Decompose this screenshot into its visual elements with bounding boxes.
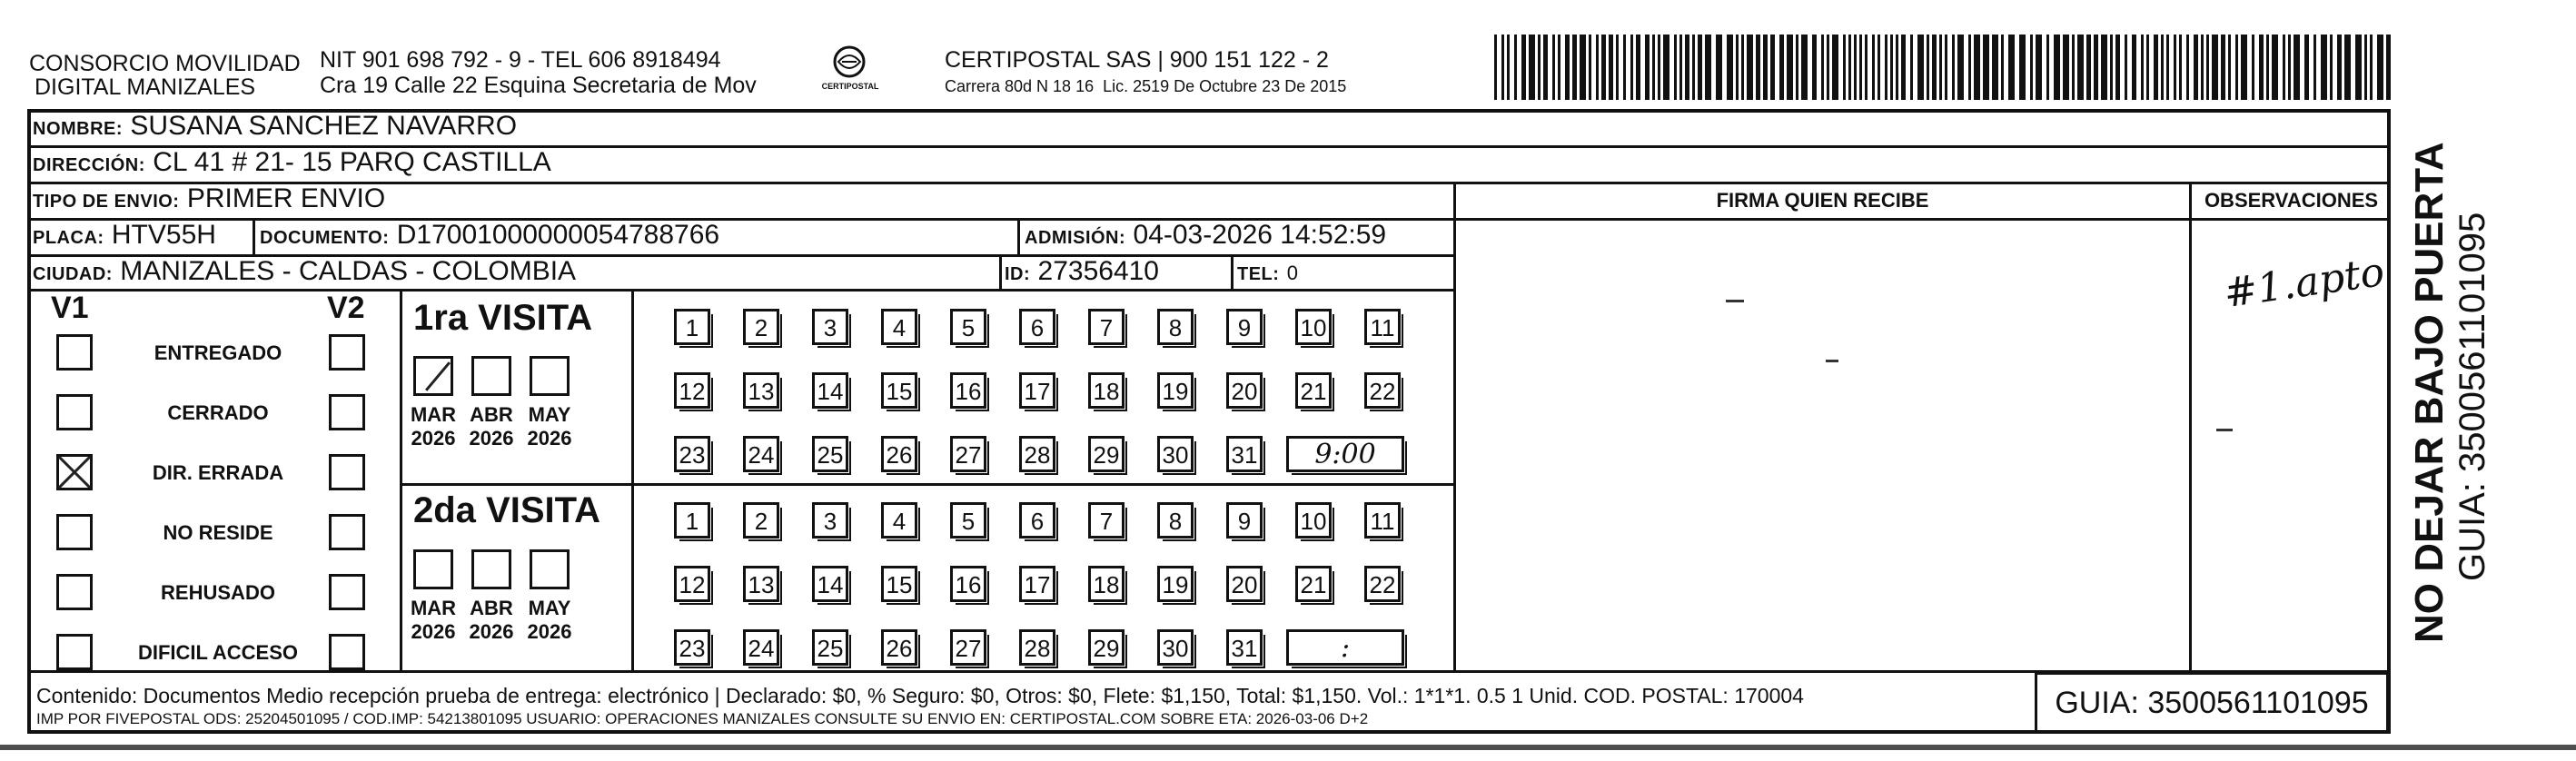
visit2-month-label (406, 597, 461, 644)
observaciones-mark (2216, 429, 2233, 431)
month-label: ABR (470, 403, 513, 426)
barcode-bar (1501, 35, 1504, 100)
company-address: Cra 19 Calle 22 Esquina Secretaria de Mov (320, 73, 757, 98)
barcode-bar (1507, 35, 1510, 100)
id-label: ID: (1005, 264, 1031, 284)
visit2-day-27[interactable]: 27 (950, 629, 986, 666)
visit1-day-22[interactable]: 22 (1364, 372, 1401, 409)
direccion-field (33, 147, 551, 181)
documento-field (260, 220, 719, 253)
barcode-bar (2125, 35, 2127, 100)
month-label: MAY (528, 403, 571, 426)
firma-column-header: FIRMA QUIEN RECIBE (1716, 189, 1929, 212)
visit2-title: 2da VISITA (413, 490, 600, 530)
paper-edge (0, 745, 2576, 750)
month-label: ABR (470, 597, 513, 619)
visit1-day-24[interactable]: 24 (743, 436, 779, 472)
visit1-day-16[interactable]: 16 (950, 372, 986, 409)
barcode-bar (2364, 35, 2367, 100)
visit1-month-checkbox-may[interactable] (530, 356, 570, 396)
v1-checkbox-entregado[interactable] (56, 334, 93, 371)
barcode-bar (2228, 35, 2231, 100)
barcode-bar (1636, 35, 1640, 100)
month-label: MAR (410, 403, 457, 426)
visit1-time-box[interactable]: 9:00 (1286, 436, 1404, 472)
visit2-day-30[interactable]: 30 (1157, 629, 1194, 666)
barcode-bar (2241, 35, 2247, 100)
month-label: MAY (528, 597, 571, 619)
v1-checkbox-no-reside[interactable] (56, 514, 93, 550)
barcode-bar (2008, 35, 2015, 100)
barcode-bar (1580, 35, 1586, 100)
barcode-bar (1992, 35, 1998, 100)
visit2-day-21[interactable]: 21 (1295, 566, 1332, 602)
visit2-time-box[interactable]: : (1286, 629, 1404, 666)
barcode-bar (1698, 35, 1702, 100)
visit2-day-28[interactable]: 28 (1019, 629, 1055, 666)
barcode-bar (1968, 35, 1971, 100)
visit2-day-26[interactable]: 26 (881, 629, 917, 666)
admision-label: ADMISIÓN: (1025, 228, 1126, 248)
visit1-day-14[interactable]: 14 (812, 372, 848, 409)
visit1-day-27[interactable]: 27 (950, 436, 986, 472)
barcode-bar (2221, 35, 2225, 100)
visit1-day-20[interactable]: 20 (1226, 372, 1263, 409)
barcode-bar (1645, 35, 1650, 100)
barcode-bar (1779, 35, 1784, 100)
barcode-bar (1747, 35, 1753, 100)
visit1-month-label (464, 403, 519, 450)
visit2-day-18[interactable]: 18 (1088, 566, 1125, 602)
admision-field (1025, 220, 1386, 253)
divider (999, 254, 1002, 289)
direccion-value: CL 41 # 21- 15 PARQ CASTILLA (153, 147, 551, 177)
visit1-day-3[interactable]: 3 (812, 309, 848, 345)
barcode-bar (2235, 35, 2238, 100)
barcode-bar (2313, 35, 2316, 100)
barcode-bar (1932, 35, 1937, 100)
v1-checkbox-cerrado[interactable] (56, 394, 93, 430)
barcode-bar (2174, 35, 2176, 100)
barcode-bar (1763, 35, 1768, 100)
barcode-bar (1494, 35, 1497, 100)
certipostal-line: CERTIPOSTAL SAS | 900 151 122 - 2 (945, 47, 1329, 73)
status-option-label: DIR. ERRADA (152, 461, 284, 484)
visit1-month-checkbox-mar[interactable] (413, 356, 453, 396)
barcode-bar (2046, 35, 2049, 100)
barcode-bar (1609, 35, 1613, 100)
visit2-day-15[interactable]: 15 (881, 566, 917, 602)
divider (400, 289, 402, 670)
barcode-bar (2179, 35, 2182, 100)
barcode-bar (2101, 35, 2107, 100)
status-option-label: ENTREGADO (154, 341, 282, 364)
barcode-bar (1565, 35, 1570, 100)
month-label: MAR (410, 597, 457, 619)
v2-checkbox-no-reside[interactable] (329, 514, 365, 550)
company-name-line1: CONSORCIO MOVILIDAD (29, 51, 301, 76)
visit1-day-31[interactable]: 31 (1226, 436, 1263, 472)
contents-summary: Contenido: Documentos Medio recepción prueba de entrega: electrónico | Declarado: $0, % Seguro: $0, Otros: $0, Flete: $1,150, Total: $1,150. Vol.: 1*1*1. 0.5 1 Unid. COD. POSTAL: 170004 (36, 684, 1804, 707)
barcode-bar (1872, 35, 1875, 100)
visit2-day-13[interactable]: 13 (743, 566, 779, 602)
barcode-bar (2161, 35, 2164, 100)
barcode-bar (1859, 35, 1862, 100)
visit1-day-19[interactable]: 19 (1157, 372, 1194, 409)
barcode-bar (2337, 35, 2342, 100)
barcode-bar (1514, 35, 1517, 100)
visit2-day-16[interactable]: 16 (950, 566, 986, 602)
year-label: 2026 (527, 620, 572, 643)
barcode-bar (1616, 35, 1619, 100)
visit2-month-checkbox-mar[interactable] (413, 549, 453, 589)
barcode-bar (1705, 35, 1711, 100)
barcode-bar (1630, 35, 1633, 100)
barcode-bar (1589, 35, 1591, 100)
ciudad-label: CIUDAD: (33, 264, 113, 284)
barcode-bar (2206, 35, 2209, 100)
tel-label: TEL: (1237, 264, 1280, 284)
visit2-day-3[interactable]: 3 (812, 502, 848, 539)
barcode-bar (2259, 35, 2264, 100)
barcode-bar (2288, 35, 2291, 100)
barcode-bar (1770, 35, 1775, 100)
year-label: 2026 (527, 427, 572, 450)
barcode-bar (1927, 35, 1929, 100)
side-guia-number: GUIA: 3500561101095 (2452, 212, 2492, 581)
visit1-day-28[interactable]: 28 (1019, 436, 1055, 472)
barcode-bar (1890, 35, 1893, 100)
visit1-day-23[interactable]: 23 (674, 436, 710, 472)
barcode-bar (1878, 35, 1880, 100)
barcode-bar (2386, 35, 2391, 100)
barcode-bar (2330, 35, 2333, 100)
barcode-bar (2194, 35, 2198, 100)
visit2-day-2[interactable]: 2 (743, 502, 779, 539)
visit1-title: 1ra VISITA (413, 298, 593, 338)
barcode-bar (1538, 35, 1541, 100)
barcode-bar (2072, 35, 2075, 100)
divider (2189, 182, 2192, 670)
barcode-bar (1741, 35, 1744, 100)
visit2-day-14[interactable]: 14 (812, 566, 848, 602)
tel-field (1237, 256, 1298, 290)
visit2-day-22[interactable]: 22 (1364, 566, 1401, 602)
barcode-bar (1596, 35, 1599, 100)
barcode-bar (2036, 35, 2042, 100)
barcode-bar (1910, 35, 1913, 100)
divider (253, 218, 255, 254)
barcode-bar (1658, 35, 1660, 100)
nombre-label: NOMBRE: (33, 119, 124, 139)
barcode-bar (2077, 35, 2084, 100)
barcode-bar (2272, 35, 2278, 100)
id-field (1005, 256, 1159, 290)
visit1-day-9[interactable]: 9 (1226, 309, 1263, 345)
divider (400, 483, 1453, 486)
divider (1453, 182, 1456, 670)
v1-checkbox-dificil-acceso[interactable] (56, 634, 93, 670)
barcode-bar (1827, 35, 1829, 100)
barcode-bar (1552, 35, 1555, 100)
guia-number: GUIA: 3500561101095 (2035, 672, 2389, 734)
placa-value: HTV55H (111, 220, 216, 250)
barcode-bar (1623, 35, 1626, 100)
v2-checkbox-cerrado[interactable] (329, 394, 365, 430)
barcode (1494, 35, 2393, 100)
ciudad-value: MANIZALES - CALDAS - COLOMBIA (120, 256, 577, 286)
barcode-bar (2110, 35, 2113, 100)
tipo-envio-label: TIPO DE ENVIO: (33, 192, 180, 212)
visit2-day-31[interactable]: 31 (1226, 629, 1263, 666)
visit1-day-10[interactable]: 10 (1295, 309, 1332, 345)
v2-checkbox-dir-errada[interactable] (329, 454, 365, 490)
visit2-day-17[interactable]: 17 (1019, 566, 1055, 602)
visit2-day-23[interactable]: 23 (674, 629, 710, 666)
barcode-bar (2212, 35, 2218, 100)
visit2-day-4[interactable]: 4 (881, 502, 917, 539)
visit1-day-26[interactable]: 26 (881, 436, 917, 472)
visit1-day-17[interactable]: 17 (1019, 372, 1055, 409)
barcode-bar (1952, 35, 1955, 100)
visit1-day-18[interactable]: 18 (1088, 372, 1125, 409)
visit1-month-checkbox-abr[interactable] (471, 356, 511, 396)
barcode-bar (2086, 35, 2091, 100)
barcode-bar (1917, 35, 1924, 100)
barcode-bar (1529, 35, 1535, 100)
barcode-bar (1787, 35, 1793, 100)
visit2-day-24[interactable]: 24 (743, 629, 779, 666)
direccion-label: DIRECCIÓN: (33, 155, 145, 175)
nombre-field (33, 111, 517, 144)
barcode-bar (1812, 35, 1817, 100)
visit2-day-25[interactable]: 25 (812, 629, 848, 666)
nombre-value: SUSANA SANCHEZ NAVARRO (130, 111, 518, 141)
barcode-bar (2141, 35, 2144, 100)
visit1-day-2[interactable]: 2 (743, 309, 779, 345)
year-label: 2026 (411, 427, 456, 450)
barcode-bar (2283, 35, 2285, 100)
v1-header: V1 (51, 291, 89, 325)
visit2-day-6[interactable]: 6 (1019, 502, 1055, 539)
year-label: 2026 (469, 427, 514, 450)
logo-text: CERTIPOSTAL (821, 82, 879, 91)
barcode-bar (2344, 35, 2351, 100)
barcode-bar (2115, 35, 2120, 100)
year-label: 2026 (469, 620, 514, 643)
visit1-day-25[interactable]: 25 (812, 436, 848, 472)
barcode-bar (1543, 35, 1548, 100)
barcode-bar (1885, 35, 1887, 100)
documento-value: D17001000000054788766 (396, 220, 720, 250)
tipo-envio-value: PRIMER ENVIO (186, 183, 386, 213)
status-option-label: DIFICIL ACCESO (137, 641, 298, 664)
ciudad-field (33, 256, 576, 290)
barcode-bar (1716, 35, 1722, 100)
visit2-month-label (464, 597, 519, 644)
barcode-bar (1685, 35, 1689, 100)
divider (1017, 218, 1020, 254)
barcode-bar (1865, 35, 1868, 100)
barcode-bar (1679, 35, 1682, 100)
signature-mark (1826, 360, 1838, 362)
visit2-day-11[interactable]: 11 (1364, 502, 1401, 539)
visit2-day-19[interactable]: 19 (1157, 566, 1194, 602)
barcode-bar (1854, 35, 1857, 100)
visit1-day-6[interactable]: 6 (1019, 309, 1055, 345)
year-label: 2026 (411, 620, 456, 643)
status-option-label: CERRADO (167, 401, 269, 424)
barcode-bar (1974, 35, 1980, 100)
barcode-bar (1848, 35, 1851, 100)
v2-header: V2 (327, 291, 365, 325)
tel-value: 0 (1286, 262, 1299, 284)
observaciones-note: #1.apto (2221, 248, 2388, 318)
barcode-bar (1896, 35, 1898, 100)
barcode-bar (1572, 35, 1577, 100)
barcode-bar (2132, 35, 2136, 100)
visit1-day-7[interactable]: 7 (1088, 309, 1125, 345)
signature-mark (1726, 300, 1744, 302)
v2-checkbox-dificil-acceso[interactable] (329, 634, 365, 670)
tipo-envio-field (33, 183, 385, 217)
barcode-bar (2030, 35, 2033, 100)
visit1-day-29[interactable]: 29 (1088, 436, 1125, 472)
placa-label: PLACA: (33, 228, 104, 248)
barcode-bar (2266, 35, 2269, 100)
barcode-bar (2304, 35, 2309, 100)
barcode-bar (2355, 35, 2362, 100)
barcode-bar (2377, 35, 2383, 100)
barcode-bar (1843, 35, 1846, 100)
v1-checkbox-rehusado[interactable] (56, 574, 93, 610)
barcode-bar (1736, 35, 1739, 100)
v1-checkbox-dir-errada[interactable] (56, 454, 93, 490)
admision-value: 04-03-2026 14:52:59 (1133, 220, 1387, 250)
divider (631, 289, 634, 670)
barcode-bar (1558, 35, 1560, 100)
barcode-bar (2063, 35, 2069, 100)
visit1-day-11[interactable]: 11 (1364, 309, 1401, 345)
visit2-day-8[interactable]: 8 (1157, 502, 1194, 539)
barcode-bar (1983, 35, 1989, 100)
visit1-month-label (522, 403, 577, 450)
barcode-bar (2054, 35, 2060, 100)
barcode-bar (2186, 35, 2189, 100)
id-value: 27356410 (1037, 256, 1159, 286)
visit2-day-20[interactable]: 20 (1226, 566, 1263, 602)
company-name-line2: DIGITAL MANIZALES (35, 74, 256, 100)
barcode-bar (2166, 35, 2169, 100)
barcode-bar (2001, 35, 2004, 100)
v2-checkbox-rehusado[interactable] (329, 574, 365, 610)
print-info: IMP POR FIVEPOSTAL ODS: 25204501095 / COD.IMP: 54213801095 USUARIO: OPERACIONES MANIZALES CONSULTE SU ENVIO EN: CERTIPOSTAL.COM SOBRE ETA: 2026-03-06 D+2 (36, 710, 1369, 727)
barcode-bar (1652, 35, 1655, 100)
visit1-day-8[interactable]: 8 (1157, 309, 1194, 345)
barcode-bar (1692, 35, 1695, 100)
no-dejar-bajo-puerta: NO DEJAR BAJO PUERTA (2407, 142, 2452, 643)
visit2-month-checkbox-may[interactable] (530, 549, 570, 589)
barcode-bar (2154, 35, 2158, 100)
barcode-bar (2019, 35, 2026, 100)
barcode-bar (1957, 35, 1964, 100)
barcode-bar (1727, 35, 1733, 100)
barcode-bar (2294, 35, 2300, 100)
barcode-bar (1939, 35, 1942, 100)
visit2-day-10[interactable]: 10 (1295, 502, 1332, 539)
placa-field (33, 220, 216, 253)
certipostal-license: Carrera 80d N 18 16 Lic. 2519 De Octubre 23 De 2015 (945, 77, 1347, 95)
barcode-bar (1801, 35, 1808, 100)
visit1-day-13[interactable]: 13 (743, 372, 779, 409)
visit2-day-1[interactable]: 1 (674, 502, 710, 539)
visit1-day-12[interactable]: 12 (674, 372, 710, 409)
visit2-day-5[interactable]: 5 (950, 502, 986, 539)
barcode-bar (1521, 35, 1526, 100)
visit2-day-9[interactable]: 9 (1226, 502, 1263, 539)
visit1-day-15[interactable]: 15 (881, 372, 917, 409)
documento-label: DOCUMENTO: (260, 228, 390, 248)
barcode-bar (2252, 35, 2254, 100)
divider (1231, 254, 1234, 289)
barcode-bar (1674, 35, 1677, 100)
barcode-bar (1832, 35, 1838, 100)
barcode-bar (2370, 35, 2373, 100)
barcode-bar (1945, 35, 1947, 100)
barcode-bar (1756, 35, 1760, 100)
observaciones-column-header: OBSERVACIONES (2204, 189, 2379, 212)
visit1-day-30[interactable]: 30 (1157, 436, 1194, 472)
barcode-bar (1663, 35, 1669, 100)
visit1-day-5[interactable]: 5 (950, 309, 986, 345)
barcode-bar (1796, 35, 1798, 100)
visit1-day-21[interactable]: 21 (1295, 372, 1332, 409)
barcode-bar (2094, 35, 2098, 100)
visit2-month-checkbox-abr[interactable] (471, 549, 511, 589)
visit2-day-29[interactable]: 29 (1088, 629, 1125, 666)
barcode-bar (2201, 35, 2204, 100)
barcode-bar (1821, 35, 1824, 100)
nit-line: NIT 901 698 792 - 9 - TEL 606 8918494 (320, 47, 721, 73)
visit2-day-12[interactable]: 12 (674, 566, 710, 602)
barcode-bar (1601, 35, 1606, 100)
barcode-bar (2321, 35, 2327, 100)
v2-checkbox-entregado[interactable] (329, 334, 365, 371)
status-option-label: REHUSADO (161, 581, 275, 604)
visit1-day-1[interactable]: 1 (674, 309, 710, 345)
visit1-month-label (406, 403, 461, 450)
visit1-day-4[interactable]: 4 (881, 309, 917, 345)
visit2-month-label (522, 597, 577, 644)
barcode-bar (2146, 35, 2149, 100)
visit2-day-7[interactable]: 7 (1088, 502, 1125, 539)
certipostal-logo (822, 42, 877, 105)
barcode-bar (1901, 35, 1906, 100)
status-option-label: NO RESIDE (163, 521, 273, 544)
